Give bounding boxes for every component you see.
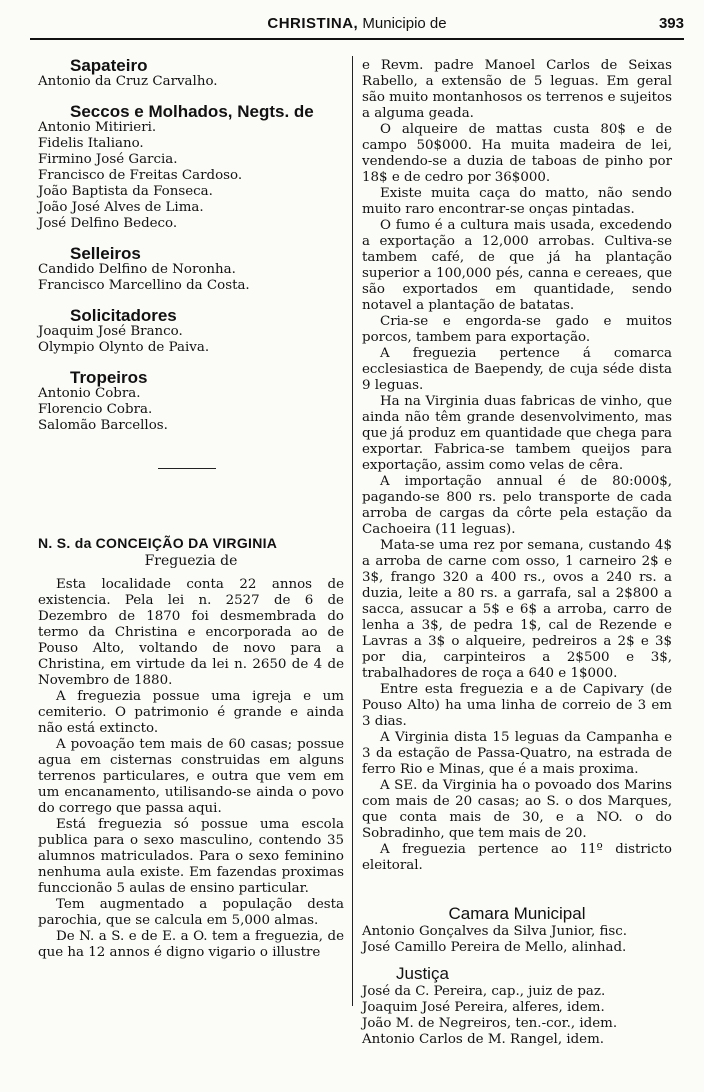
paragraph: Entre esta freguezia e a de Capivary (de Pouso Alto) ha uma linha de correio de 3 em 3 dias.: [362, 682, 672, 729]
paragraph: A povoação tem mais de 60 casas; possue agua em cisternas construidas em alguns terrenos particulares, e outra que vem em um encanamento, utilisando-se ainda o povo do corrego que passa aqui.: [38, 737, 344, 816]
camara-list: [362, 924, 672, 956]
parish-title-name: CONCEIÇÃO DA VIRGINIA: [95, 535, 278, 551]
paragraph: e Revm. padre Manoel Carlos de Seixas Rabello, a extensão de 5 leguas. Em geral são muito montanhosos os terrenos e sujeitos a alguma geada.: [362, 58, 672, 121]
section-heading-solicitadores: Solicitadores: [70, 306, 177, 325]
paragraph: A Virginia dista 15 leguas da Campanha e 3 da estação de Passa-Quatro, na estrada de ferro Rio e Minas, que é a mais proxima.: [362, 730, 672, 777]
seccos-list: [38, 120, 344, 232]
paragraph: O fumo é a cultura mais usada, excedendo a exportação a 12,000 arrobas. Cultiva-se tambem café, de que já ha plantação superior a 100,000 pés, canna e cereaes, que são exportados em quantidade, sendo notavel a plantação de batatas.: [362, 218, 672, 313]
list-item: Antonio Cobra.: [38, 386, 141, 401]
justica-list: [362, 984, 672, 1048]
list-item: Joaquim José Pereira, alferes, idem.: [362, 1000, 605, 1015]
header-rule: [30, 38, 684, 40]
paragraph: Existe muita caça do matto, não sendo muito raro encontrar-se onças pintadas.: [362, 186, 672, 217]
paragraph: De N. a S. e de E. a O. tem a freguezia, de que ha 12 annos é digno vigario o illustre: [38, 929, 344, 960]
section-heading-sapateiro: Sapateiro: [70, 56, 148, 75]
list-item: Antonio Gonçalves da Silva Junior, fisc.: [362, 924, 628, 939]
solicitadores-list: [38, 324, 344, 356]
page-header: [30, 12, 684, 38]
page-number: 393: [658, 15, 684, 32]
paragraph: A freguezia pertence á comarca ecclesiastica de Baependy, de cuja séde dista 9 leguas.: [362, 346, 672, 393]
right-column: [362, 58, 672, 1048]
list-item: Antonio Mitirieri.: [38, 120, 157, 135]
parish-title: [38, 535, 344, 551]
list-item: Candido Delfino de Noronha.: [38, 262, 236, 277]
running-title-suffix: Municipio de: [362, 15, 447, 32]
parish-subtitle: Freguezia de: [144, 553, 238, 569]
selleiros-list: [38, 262, 344, 294]
section-divider: [158, 468, 216, 469]
list-item: José Delfino Bedeco.: [38, 216, 178, 231]
left-column: [38, 58, 344, 961]
list-item: Salomão Barcellos.: [38, 418, 168, 433]
paragraph: Esta localidade conta 22 annos de existencia. Pela lei n. 2527 de 6 de Dezembro de 1870 foi desmembrada do termo da Christina e encorporada ao de Pouso Alto, voltando de novo para a Christina, em virtude da lei n. 2650 de 4 de Novembro de 1880.: [38, 577, 344, 688]
list-item: João José Alves de Lima.: [38, 200, 204, 215]
paragraph: A SE. da Virginia ha o povoado dos Marins com mais de 20 casas; ao S. o dos Marques, que conta mais de 30, e a NO. o do Sobradinho, que tem mais de 20.: [362, 778, 672, 841]
parish-title-prefix: N. S. da: [38, 535, 92, 551]
section-heading-selleiros: Selleiros: [70, 244, 141, 263]
section-heading-tropeiros: Tropeiros: [70, 368, 148, 387]
list-item: Antonio Carlos de M. Rangel, idem.: [362, 1032, 605, 1047]
paragraph: Ha na Virginia duas fabricas de vinho, que ainda não têm grande desenvolvimento, mas que já produz em quantidade que chega para exportar. Fabrica-se tambem queijos para exportação, assim como velas de cêra.: [362, 394, 672, 473]
list-item: Francisco de Freitas Cardoso.: [38, 168, 243, 183]
list-item: João M. de Negreiros, ten.-cor., idem.: [362, 1016, 618, 1031]
section-heading-justica: Justiça: [396, 964, 449, 983]
list-item: Florencio Cobra.: [38, 402, 153, 417]
running-title: [30, 15, 684, 32]
column-divider: [352, 56, 353, 1006]
running-title-city: CHRISTINA,: [267, 15, 359, 32]
list-item: José Camillo Pereira de Mello, alinhad.: [362, 940, 627, 955]
tropeiros-list: [38, 386, 344, 434]
paragraph: A freguezia pertence ao 11º districto eleitoral.: [362, 842, 672, 873]
list-item: Joaquim José Branco.: [38, 324, 183, 339]
list-item: Fidelis Italiano.: [38, 136, 144, 151]
list-item: Francisco Marcellino da Costa.: [38, 278, 250, 293]
list-item: Antonio da Cruz Carvalho.: [38, 74, 218, 89]
list-item: João Baptista da Fonseca.: [38, 184, 213, 199]
list-item: Olympio Olynto de Paiva.: [38, 340, 210, 355]
paragraph: O alqueire de mattas custa 80$ e de campo 50$000. Ha muita madeira de lei, vendendo-se a duzia de taboas de pinho por 18$ e de cedro por 36$000.: [362, 122, 672, 185]
paragraph: Está freguezia só possue uma escola publica para o sexo masculino, contendo 35 alumnos matriculados. Para o sexo feminino nenhuma aula existe. Em fazendas proximas funccionão 5 aulas de ensino particular.: [38, 817, 344, 896]
paragraph: A freguezia possue uma igreja e um cemiterio. O patrimonio é grande e ainda não está extincto.: [38, 689, 344, 736]
paragraph: Mata-se uma rez por semana, custando 4$ a arroba de carne com osso, 1 carneiro 2$ e 3$, frango 320 a 400 rs., ovos a 240 rs. a duzia, leite a 80 rs. a garrafa, sal a 2$800 a sacca, assucar a 5$ e 6$ a arroba, carro de lenha a 3$, de pedra 1$, cal de Rezende e Lavras a 3$ o alqueire, pedreiros a 2$ e 3$ por dia, carpinteiros a 2$500 e 3$, trabalhadores de roça a 640 e 1$000.: [362, 538, 672, 681]
list-item: Firmino José Garcia.: [38, 152, 178, 167]
paragraph: A importação annual é de 80:000$, pagando-se 800 rs. pelo transporte de cada arroba de cargas da côrte pela estação da Cachoeira (11 leguas).: [362, 474, 672, 537]
paragraph: Tem augmentado a população desta parochia, que se calcula em 5,000 almas.: [38, 897, 344, 928]
list-item: José da C. Pereira, cap., juiz de paz.: [362, 984, 606, 999]
section-heading-seccos: Seccos e Molhados, Negts. de: [70, 102, 314, 121]
paragraph: Cria-se e engorda-se gado e muitos porcos, tambem para exportação.: [362, 314, 672, 345]
sapateiro-list: [38, 74, 344, 90]
section-heading-camara: Camara Municipal: [448, 904, 586, 923]
